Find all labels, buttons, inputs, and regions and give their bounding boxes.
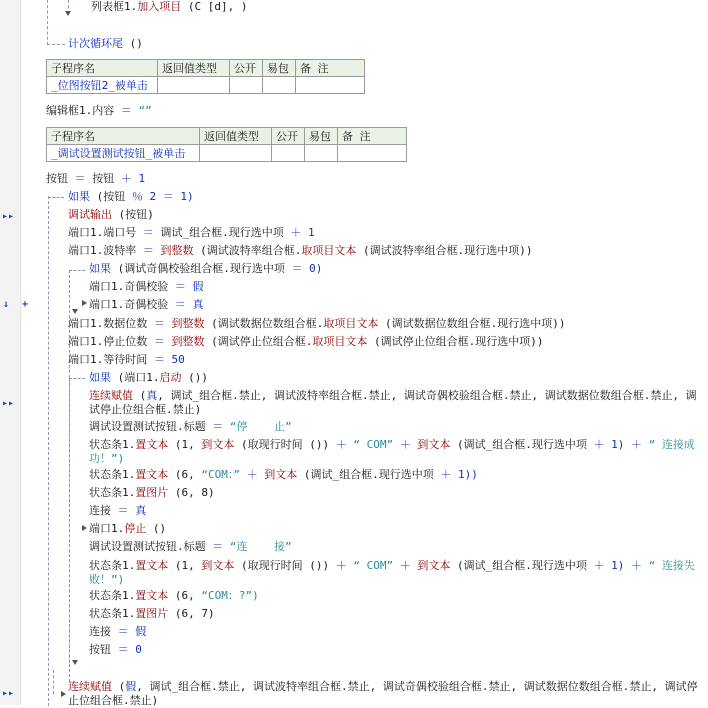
col-header: 公开	[230, 60, 263, 77]
subroutine-name[interactable]: _调试设置测试按钮_被单击	[47, 145, 200, 162]
code-line[interactable]	[89, 438, 703, 466]
code-text: ()	[146, 522, 167, 535]
operator: ＝	[162, 190, 174, 203]
col-header: 备 注	[296, 60, 365, 77]
code-text: (C [d], )	[181, 0, 248, 13]
string-literal: “COM：”	[201, 468, 247, 481]
col-header: 返回值类型	[200, 128, 272, 145]
boolean-literal: 假	[128, 625, 147, 638]
code-text: 状态条1.	[89, 438, 136, 451]
code-line[interactable]	[89, 643, 142, 657]
function-name: 置图片	[135, 607, 169, 620]
function-name: 置文本	[135, 468, 169, 481]
if-keyword: 如果	[68, 190, 90, 203]
code-line[interactable]	[89, 589, 259, 603]
number-literal: 1)	[604, 438, 631, 451]
function-name: 取项目文本	[323, 317, 379, 330]
code-text: 按钮	[89, 643, 118, 656]
code-line[interactable]	[68, 226, 315, 240]
code-text: (6,	[168, 589, 202, 602]
code-text: (调试停止位组合框.现行选中项))	[367, 335, 544, 348]
function-name: 置文本	[135, 438, 169, 451]
code-text: (调试数据位数组合框.	[204, 317, 324, 330]
code-text: 列表框1.	[91, 0, 138, 13]
code-text: 调试设置测试按钮.标题	[89, 540, 213, 553]
code-text: , 调试_组合框.禁止, 调试波特率组合框.禁止, 调试奇偶校验组合框.禁止, 调试数据位数组合框.禁止, 调试停止位组合框.禁止)	[89, 389, 697, 416]
code-text: 状态条1.	[89, 607, 136, 620]
operator: ＝	[74, 172, 86, 185]
function-name: 到整数	[164, 335, 205, 348]
operator: ＋	[335, 559, 347, 572]
remark-cell[interactable]	[296, 77, 365, 94]
operator: ＋	[593, 559, 605, 572]
number-literal: 1	[131, 172, 146, 185]
code-line[interactable]	[89, 280, 204, 294]
subroutine-name[interactable]: _位图按钮2_被单击	[47, 77, 158, 94]
code-line[interactable]	[89, 486, 215, 500]
code-text: (取现行时间 ())	[234, 559, 336, 572]
number-literal: 0)	[302, 262, 323, 275]
function-name: 停止	[124, 522, 147, 535]
function-name: 置文本	[135, 559, 169, 572]
code-text: (调试_组合框.现行选中项	[297, 468, 441, 481]
code-line[interactable]	[68, 353, 185, 367]
function-name: 连续赋值	[68, 680, 112, 693]
if-keyword: 如果	[89, 371, 111, 384]
add-icon[interactable]: +	[22, 299, 29, 310]
public-cell[interactable]	[272, 145, 305, 162]
down-arrow-icon[interactable]: ↓	[3, 299, 10, 310]
code-line[interactable]	[89, 522, 166, 536]
function-name: 取项目文本	[312, 335, 368, 348]
string-literal: “COM：?”)	[201, 589, 259, 602]
code-text: 调试_组合框.现行选中项	[153, 226, 291, 239]
code-text: (端口1.	[111, 371, 160, 384]
subroutine-table[interactable]	[46, 59, 365, 94]
code-line[interactable]	[89, 420, 292, 434]
number-literal: 2	[142, 190, 163, 203]
function-name: 加入项目	[137, 0, 182, 13]
public-cell[interactable]	[230, 77, 263, 94]
function-name: 连续赋值	[89, 389, 133, 402]
code-text: (1,	[168, 438, 202, 451]
code-text: (6, 7)	[168, 607, 215, 620]
operator: ＝	[212, 420, 224, 433]
code-text: 端口1.	[89, 522, 125, 535]
code-text: 状态条1.	[89, 468, 136, 481]
string-literal: “ 连接成功！”)	[89, 438, 695, 465]
function-name: 到文本	[257, 468, 298, 481]
function-name: 调试输出	[68, 208, 112, 221]
operator: ＝	[117, 643, 129, 656]
function-name: 到整数	[164, 317, 205, 330]
boolean-literal: 假	[185, 280, 204, 293]
col-header: 公开	[272, 128, 305, 145]
code-text: (6,	[168, 468, 202, 481]
code-text: 按钮	[46, 172, 75, 185]
operator: ＋	[120, 172, 132, 185]
code-editor[interactable]	[21, 0, 708, 705]
code-line[interactable]	[46, 104, 152, 118]
code-text: 端口1.奇偶校验	[89, 280, 175, 293]
operator: ＋	[246, 468, 258, 481]
operator: ＝	[153, 353, 165, 366]
line-gutter[interactable]	[0, 0, 21, 705]
col-header: 返回值类型	[158, 60, 230, 77]
code-text: (取现行时间 ())	[234, 438, 336, 451]
code-text: (调试奇偶校验组合框.现行选中项	[111, 262, 292, 275]
operator: ＋	[440, 468, 452, 481]
function-name: 到文本	[410, 559, 451, 572]
breakpoint-marker-icon[interactable]: ▸▸	[2, 398, 15, 409]
breakpoint-marker-icon[interactable]: ▸▸	[2, 688, 15, 699]
operator: ＝	[142, 244, 154, 257]
code-text: 端口1.停止位数	[68, 335, 154, 348]
code-line[interactable]	[68, 190, 194, 204]
number-literal: 1)	[173, 190, 194, 203]
string-literal: “ 连接失败！”)	[89, 559, 695, 586]
number-literal: 1))	[451, 468, 478, 481]
subroutine-table[interactable]	[46, 127, 407, 162]
code-text: ()	[123, 37, 143, 50]
string-literal: “停 止”	[223, 420, 292, 433]
code-text: (调试停止位组合框.	[204, 335, 313, 348]
code-text: 调试设置测试按钮.标题	[89, 420, 213, 433]
code-text: 按钮	[85, 172, 121, 185]
operator: ＝	[174, 280, 186, 293]
code-text: 编辑框1.内容	[46, 104, 121, 117]
col-header: 子程序名	[47, 128, 200, 145]
return-type-cell[interactable]	[200, 145, 272, 162]
return-type-cell[interactable]	[158, 77, 230, 94]
operator: ＝	[291, 262, 303, 275]
operator: ％	[131, 190, 143, 203]
function-name: 置图片	[135, 486, 169, 499]
code-text: 状态条1.	[89, 589, 136, 602]
function-name: 到文本	[201, 559, 235, 572]
code-line[interactable]	[89, 389, 703, 417]
operator: ＋	[630, 559, 642, 572]
code-text: (1,	[168, 559, 202, 572]
loop-end-keyword: 计次循环尾	[68, 37, 123, 50]
code-text: 连接	[89, 625, 118, 638]
code-text: 端口1.端口号	[68, 226, 143, 239]
code-text: 端口1.等待时间	[68, 353, 154, 366]
code-line[interactable]	[68, 37, 143, 51]
code-line[interactable]	[91, 0, 247, 14]
code-text: , 调试_组合框.禁止, 调试波特率组合框.禁止, 调试奇偶校验组合框.禁止, 调试数据位数组合框.禁止, 调试停止位组合框.禁止)	[68, 680, 698, 707]
string-literal: “ COM”	[346, 438, 400, 451]
string-literal: “”	[131, 104, 152, 117]
code-text: 状态条1.	[89, 486, 136, 499]
function-name: 启动	[159, 371, 182, 384]
operator: ＋	[593, 438, 605, 451]
operator: ＝	[153, 335, 165, 348]
code-text: 连接	[89, 504, 118, 517]
operator: ＋	[290, 226, 302, 239]
code-line[interactable]	[68, 208, 154, 222]
code-line[interactable]	[89, 468, 478, 482]
number-literal: 1)	[604, 559, 631, 572]
code-line[interactable]	[89, 371, 208, 385]
boolean-literal: 真	[128, 504, 147, 517]
code-line[interactable]	[89, 625, 146, 639]
operator: ＝	[117, 504, 129, 517]
code-line[interactable]	[46, 172, 145, 186]
code-text: (按钮)	[112, 208, 154, 221]
function-name: 取项目文本	[301, 244, 357, 257]
code-line[interactable]	[68, 317, 566, 331]
code-text: (调试波特率组合框.现行选中项))	[356, 244, 533, 257]
operator: ＝	[153, 317, 165, 330]
code-line[interactable]	[89, 559, 703, 587]
code-text: (调试_组合框.现行选中项	[450, 438, 594, 451]
operator: ＝	[174, 298, 186, 311]
code-line[interactable]	[89, 504, 146, 518]
operator: ＋	[335, 438, 347, 451]
function-name: 到整数	[153, 244, 194, 257]
code-text: 端口1.波特率	[68, 244, 143, 257]
col-header: 子程序名	[47, 60, 158, 77]
boolean-literal: 假	[125, 680, 137, 693]
number-literal: 1	[301, 226, 315, 239]
code-text: (按钮	[90, 190, 132, 203]
code-text: (调试数据位数组合框.现行选中项))	[378, 317, 566, 330]
code-text: (6, 8)	[168, 486, 215, 499]
function-name: 到文本	[201, 438, 235, 451]
code-text: (	[133, 389, 147, 402]
number-literal: 0	[128, 643, 142, 656]
operator: ＝	[142, 226, 154, 239]
code-text: 端口1.奇偶校验	[89, 298, 175, 311]
operator: ＋	[399, 438, 411, 451]
easy-pack-cell[interactable]	[305, 145, 338, 162]
operator: ＋	[630, 438, 642, 451]
function-name: 到文本	[410, 438, 451, 451]
if-keyword: 如果	[89, 262, 111, 275]
code-text: (调试波特率组合框.	[193, 244, 302, 257]
col-header: 备 注	[338, 128, 407, 145]
code-line[interactable]	[68, 335, 544, 349]
code-text: (	[112, 680, 126, 693]
col-header: 易包	[305, 128, 338, 145]
number-literal: 50	[164, 353, 185, 366]
code-line[interactable]	[89, 607, 215, 621]
remark-cell[interactable]	[338, 145, 407, 162]
code-line[interactable]	[89, 540, 292, 554]
boolean-literal: 真	[146, 389, 158, 402]
code-line[interactable]	[68, 244, 533, 258]
boolean-literal: 真	[185, 298, 204, 311]
operator: ＝	[117, 625, 129, 638]
code-text: 端口1.数据位数	[68, 317, 154, 330]
string-literal: “连 接”	[223, 540, 292, 553]
code-line[interactable]	[68, 680, 698, 708]
code-line[interactable]	[89, 262, 322, 276]
operator: ＋	[399, 559, 411, 572]
operator: ＝	[120, 104, 132, 117]
code-text: (调试_组合框.现行选中项	[450, 559, 594, 572]
function-name: 置文本	[135, 589, 169, 602]
easy-pack-cell[interactable]	[263, 77, 296, 94]
code-text: 状态条1.	[89, 559, 136, 572]
col-header: 易包	[263, 60, 296, 77]
code-text: ())	[181, 371, 208, 384]
breakpoint-marker-icon[interactable]: ▸▸	[2, 211, 15, 222]
string-literal: “ COM”	[346, 559, 400, 572]
operator: ＝	[212, 540, 224, 553]
code-line[interactable]	[89, 298, 204, 312]
